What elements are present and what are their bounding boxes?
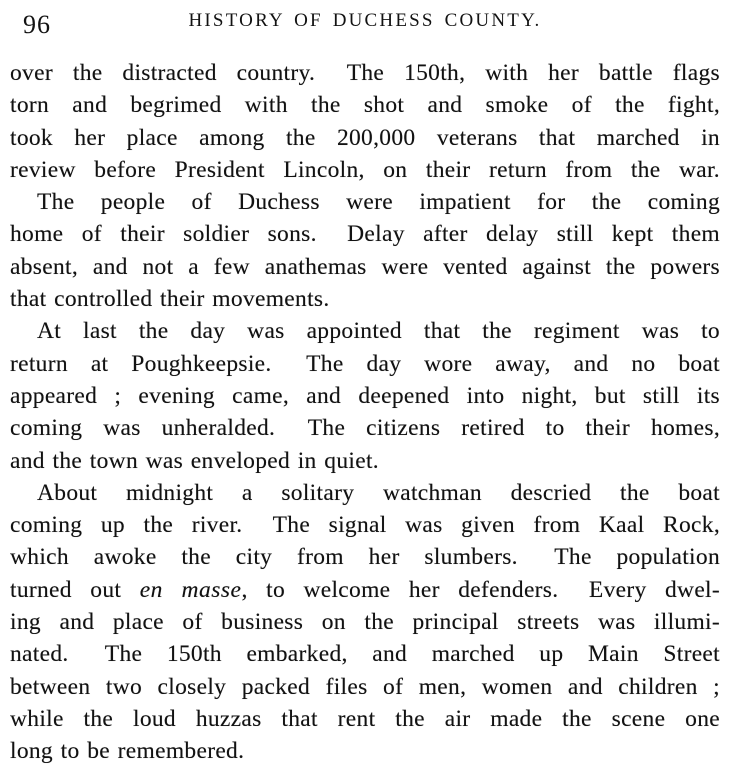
text-line — [10, 541, 720, 573]
text-segment: absent, and not a few anathemas were vented against the powers — [10, 253, 720, 280]
text-line — [10, 251, 720, 283]
text-line — [10, 380, 720, 412]
text-line — [10, 606, 720, 638]
text-segment: At last the day was appointed that the regiment was to — [37, 318, 720, 345]
paragraph — [10, 477, 720, 768]
text-segment: nated. The 150th embarked, and marched up Main Street — [10, 641, 720, 668]
text-line — [10, 89, 720, 121]
text-line — [10, 186, 720, 218]
text-segment: long to be remembered. — [10, 738, 245, 765]
page-body — [10, 57, 720, 768]
text-line — [10, 445, 720, 477]
paragraph — [10, 186, 720, 315]
text-segment: torn and begrimed with the shot and smoke of the fight, — [10, 92, 720, 119]
text-segment: between two closely packed files of men, women and children ; — [10, 673, 720, 700]
text-segment: return at Poughkeepsie. The day wore away, and no boat — [10, 350, 720, 377]
text-line — [10, 122, 720, 154]
text-segment: coming up the river. The signal was given from Kaal Rock, — [10, 512, 720, 539]
text-segment: The people of Duchess were impatient for the coming — [37, 189, 720, 216]
page-header — [10, 6, 720, 46]
text-line — [10, 218, 720, 250]
text-line — [10, 638, 720, 670]
page-number: 96 — [23, 10, 51, 39]
text-segment: turned out — [10, 576, 140, 603]
text-line — [10, 509, 720, 541]
text-line — [10, 703, 720, 735]
paragraph — [10, 57, 720, 186]
text-line — [10, 735, 720, 767]
text-line — [10, 154, 720, 186]
text-segment: while the loud huzzas that rent the air made the scene one — [10, 705, 720, 732]
text-segment: appeared ; evening came, and deepened into night, but still its — [10, 382, 720, 409]
text-line — [10, 574, 720, 606]
text-segment: over the distracted country. The 150th, with her battle flags — [10, 60, 720, 86]
text-segment: coming was unheralded. The citizens retired to their homes, — [10, 415, 720, 442]
text-line — [10, 283, 720, 315]
text-segment: ing and place of business on the principal streets was illumi- — [10, 609, 720, 636]
text-segment: review before President Lincoln, on their return from the war. — [10, 156, 720, 183]
text-segment: took her place among the 200,000 veterans that marched in — [10, 124, 720, 151]
text-line — [10, 57, 720, 89]
text-segment: that controlled their movements. — [10, 286, 330, 313]
text-segment: , to welcome her defenders. Every dwel- — [241, 576, 720, 603]
running-head: HISTORY OF DUCHESS COUNTY. — [188, 10, 542, 31]
italic-text-segment: en masse — [139, 576, 242, 603]
text-line — [10, 348, 720, 380]
text-segment: and the town was enveloped in quiet. — [10, 447, 379, 474]
text-line — [10, 477, 720, 509]
text-line — [10, 671, 720, 703]
paragraph — [10, 315, 720, 476]
text-segment: which awoke the city from her slumbers. The population — [10, 544, 720, 571]
text-line — [10, 315, 720, 347]
text-line — [10, 412, 720, 444]
text-segment: home of their soldier sons. Delay after delay still kept them — [10, 221, 720, 248]
text-segment: About midnight a solitary watchman descried the boat — [37, 479, 720, 506]
